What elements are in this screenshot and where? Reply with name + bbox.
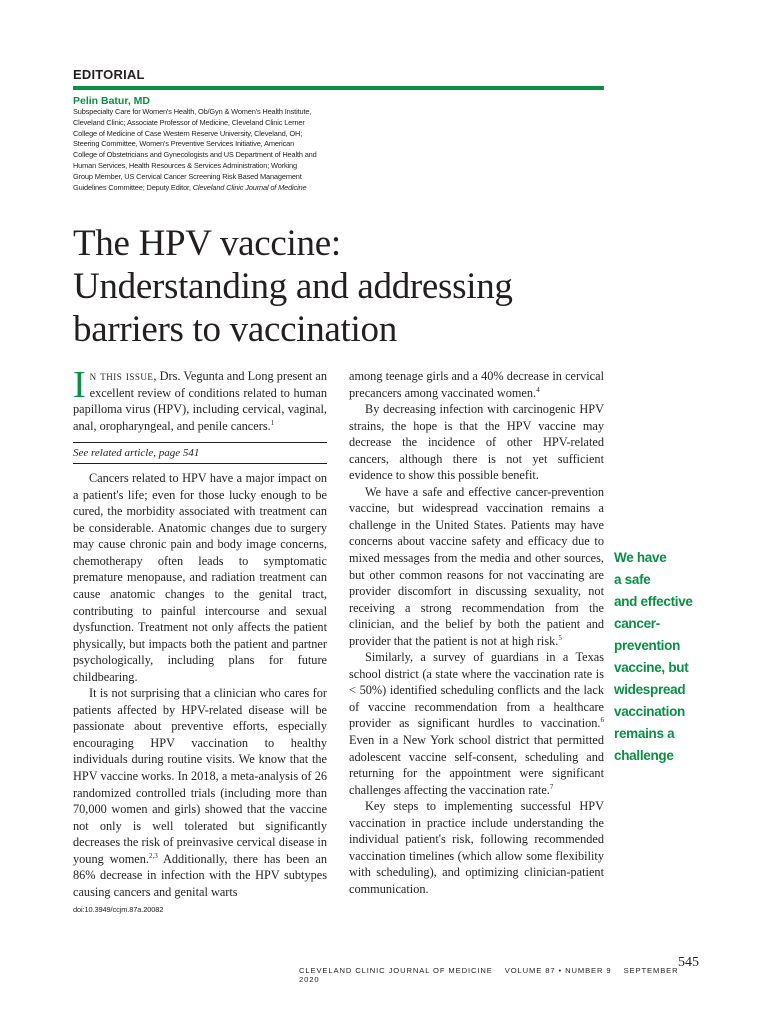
intro-text: , Drs. Vegunta and Long present an excellent review of conditions related to human papilloma virus (HPV), including cervical, vaginal, anal, oropharyngeal, and penile cancers. [73, 369, 327, 433]
footer-date: SEPTEMBER 2020 [299, 966, 679, 984]
title-line-1: The HPV vaccine: [73, 223, 341, 264]
page-footer: CLEVELAND CLINIC JOURNAL OF MEDICINE VOLUME 87 • NUMBER 9 SEPTEMBER 2020 [299, 966, 679, 984]
column-right [349, 368, 604, 898]
c2-paragraph-3 [349, 484, 604, 649]
title-line-2: Understanding and addressing [73, 266, 513, 307]
pull-quote-line: cancer- [614, 616, 660, 631]
drop-cap: I [73, 364, 86, 406]
author-name: Pelin Batur, MD [73, 95, 151, 107]
c2-p3-text: We have a safe and effective cancer-prevention vaccine, but widespread vaccination remains a challenge in the United States. Patients may have concerns about vaccine safety and efficacy due to mixed messages from the media and other sources, but other common reasons for not vaccinating are provider discomfort in discussing sexuality, not receiving a strong recommendation from the clinician, and the belief by both the patient and provider that the patient is not at high risk. [349, 484, 604, 648]
c2-paragraph-2: By decreasing infection with carcinogenic HPV strains, the hope is that the HPV vaccine may decrease the incidence of other HPV-related cancers, although there is not yet sufficient evidence to show this possible benefit. [349, 402, 604, 483]
footer-volume: VOLUME 87 [504, 966, 556, 975]
ref-6: 6 [600, 716, 604, 725]
c2-paragraph-1 [349, 368, 604, 401]
title-line-3: barriers to vaccination [73, 309, 397, 350]
pull-quote-line: a safe [614, 572, 651, 587]
pull-quote-line: vaccine, but [614, 660, 689, 675]
c2-paragraph-5: Key steps to implementing successful HPV vaccination in practice include understanding the individual patient's risk, following recommended vaccination timelines (which allow some flexibility with scheduling), and optimizing clinician-patient communication. [349, 799, 604, 896]
pull-quote-line: challenge [614, 748, 674, 763]
pull-quote-line: vaccination [614, 704, 685, 719]
intro-paragraph [73, 364, 327, 434]
affiliation-journal: Cleveland Clinic Journal of Medicine [192, 182, 307, 192]
paragraph-3 [73, 685, 327, 900]
page-number: 545 [678, 955, 699, 970]
lead-in: n this issue [89, 369, 154, 383]
pull-quote-line: We have [614, 550, 667, 565]
ref-7: 7 [549, 782, 554, 791]
pull-quote-line: widespread [614, 682, 686, 697]
column-left [73, 364, 327, 919]
pull-quote-line: prevention [614, 638, 681, 653]
paragraph-3-text-a: It is not surprising that a clinician who cares for patients affected by HPV-related disease will be passionate about preventive efforts, especially encouraging HPV vaccination to healthy individuals during routine visits. We know that the HPV vaccine works. In 2018, a meta-analysis of 26 randomized controlled trials (including more than 70,000 women and girls) showed that the vaccine not only is well tolerated but significantly decreases the risk of preinvasive cervical disease in young women. [73, 686, 327, 866]
pull-quote [614, 547, 714, 767]
footer-number: NUMBER 9 [565, 966, 612, 975]
paragraph-2: Cancers related to HPV have a major impact on a patient's life; even for those lucky enough to be cured, the morbidity associated with treatment can be considerable. Anatomic changes due to surgery may cause chronic pain and body image concerns, chemotherapy often leads to symptomatic premature menopause, and radiation treatment can cause anatomic changes to the genital tract, contributing to painful intercourse and sexual dysfunction. Treatment not only affects the patient physically, but impacts both the patient and partner psychologically, including plans for future childbearing. [73, 471, 327, 684]
pull-quote-line: and effective [614, 594, 693, 609]
ref-4: 4 [536, 385, 540, 394]
ref-2-3: 2,3 [148, 851, 158, 860]
c2-p1-text: among teenage girls and a 40% decrease in cervical precancers among vaccinated women. [349, 369, 604, 400]
ref-1: 1 [270, 418, 275, 427]
c2-paragraph-4 [349, 649, 604, 798]
c2-p4-text-a: Similarly, a survey of guardians in a Texas school district (a state where the vaccination rate is < 50%) identified scheduling conflicts and the lack of vaccine recommendation from a healthcare provider as significant hurdles to vaccination. [349, 650, 604, 731]
c2-p4-text-b: Even in a New York school district that permitted adolescent vaccine self-consent, scheduling and returning for the appointment were significant challenges affecting the vaccination rate. [349, 733, 604, 797]
paragraph-3-text-b: Additionally, there has been an 86% decrease in infection with the HPV subtypes causing cancers and genital warts [73, 851, 327, 899]
section-label: EDITORIAL [73, 67, 145, 82]
affiliation-text: Subspecialty Care for Women's Health, Ob/Gyn & Women's Health Institute, Cleveland Clinic; Associate Professor of Medicine, Cleveland Clinic Lerner College of Medicine of Case Western Reserve University, Cleveland, OH; Steering Committee, Women's Preventive Services Initiative, American College of Obstetricians and Gynecologists and US Department of Health and Human Services, Health Resources & Services Administration; Working Group Member, US Cervical Cancer Screening Risk Based Management Guidelines Committee; Deputy Editor, [73, 107, 317, 192]
doi-link[interactable]: doi:10.3949/ccjm.87a.20082 [73, 905, 164, 915]
related-article-link[interactable]: See related article, page 541 [73, 442, 327, 464]
pull-quote-line: remains a [614, 726, 675, 741]
ref-5: 5 [558, 633, 562, 642]
footer-journal: CLEVELAND CLINIC JOURNAL OF MEDICINE [299, 966, 493, 975]
article-title [73, 222, 633, 351]
header-rule [73, 86, 604, 90]
author-affiliation [73, 107, 318, 193]
